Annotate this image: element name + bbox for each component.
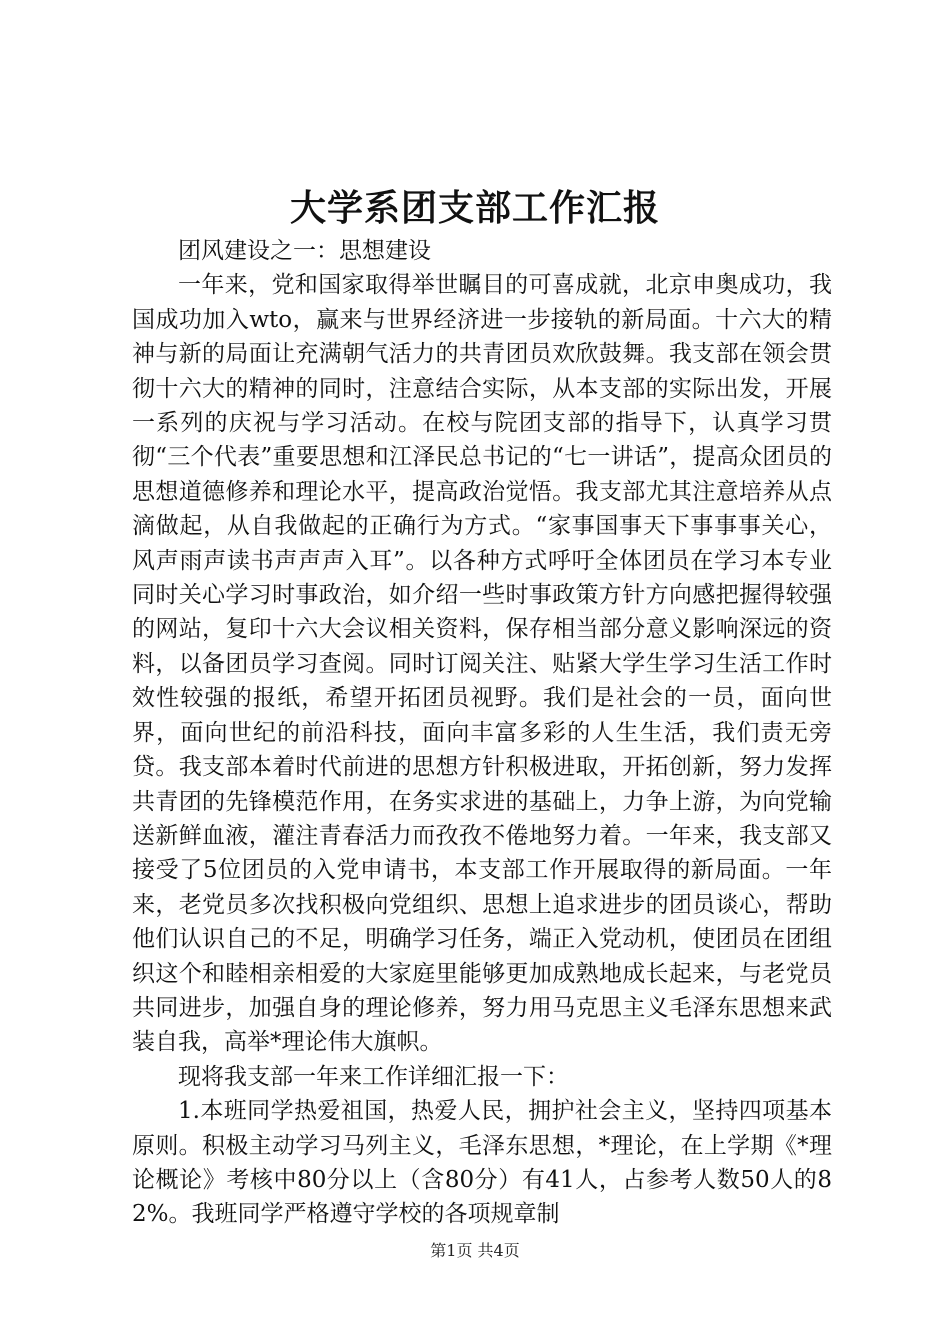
- page-number-footer: 第1页 共4页: [430, 1241, 520, 1260]
- document-title: 大学系团支部工作汇报: [289, 187, 660, 229]
- section-heading: 团风建设之一：思想建设: [178, 238, 431, 264]
- document-body: [132, 234, 832, 1232]
- body-paragraph: 现将我支部一年来工作详细汇报一下：: [178, 1063, 569, 1090]
- body-paragraph: 一年来，党和国家取得举世瞩目的可喜成就，北京申奥成功，我国成功加入wto，赢来与世界经济进一步接轨的新局面。十六大的精神与新的局面让充满朝气活力的共青团员欢欣鼓舞。我支部在领会贯彻十六大的精神的同时，注意结合实际，从本支部的实际出发，开展一系列的庆祝与学习活动。在校与院团支部的指导下，认真学习贯彻“三个代表”重要思想和江泽民总书记的“七一讲话”，提高众团员的思想道德修养和理论水平，提高政治觉悟。我支部尤其注意培养从点滴做起，从自我做起的正确行为方式。“家事国事天下事事事关心，风声雨声读书声声声入耳”。以各种方式呼吁全体团员在学习本专业同时关心学习时事政治，如介绍一些时事政策方针方向感把握得较强的网站，复印十六大会议相关资料，保存相当部分意义影响深远的资料，以备团员学习查阅。同时订阅关注、贴紧大学生学习生活工作时效性较强的报纸，希望开拓团员视野。我们是社会的一员，面向世界，面向世纪的前沿科技，面向丰富多彩的人生生活，我们责无旁贷。我支部本着时代前进的思想方针积极进取，开拓创新，努力发挥共青团的先锋模范作用，在务实求进的基础上，力争上游，为向党输送新鲜血液，灌注青春活力而孜孜不倦地努力着。一年来，我支部又接受了5位团员的入党申请书，本支部工作开展取得的新局面。一年来，老党员多次找积极向党组织、思想上追求进步的团员谈心，帮助他们认识自己的不足，明确学习任务，端正入党动机，使团员在团组织这个和睦相亲相爱的大家庭里能够更加成熟地成长起来，与老党员共同进步，加强自身的理论修养，努力用马克思主义毛泽东思想来武装自我，高举*理论伟大旗帜。: [132, 272, 832, 1056]
- body-paragraph: 1.本班同学热爱祖国，热爱人民，拥护社会主义，坚持四项基本原则。积极主动学习马列主义，毛泽东思想，*理论，在上学期《*理论概论》考核中80分以上（含80分）有41人，占参考人数50人的82%。我班同学严格遵守学校的各项规章制: [132, 1098, 832, 1228]
